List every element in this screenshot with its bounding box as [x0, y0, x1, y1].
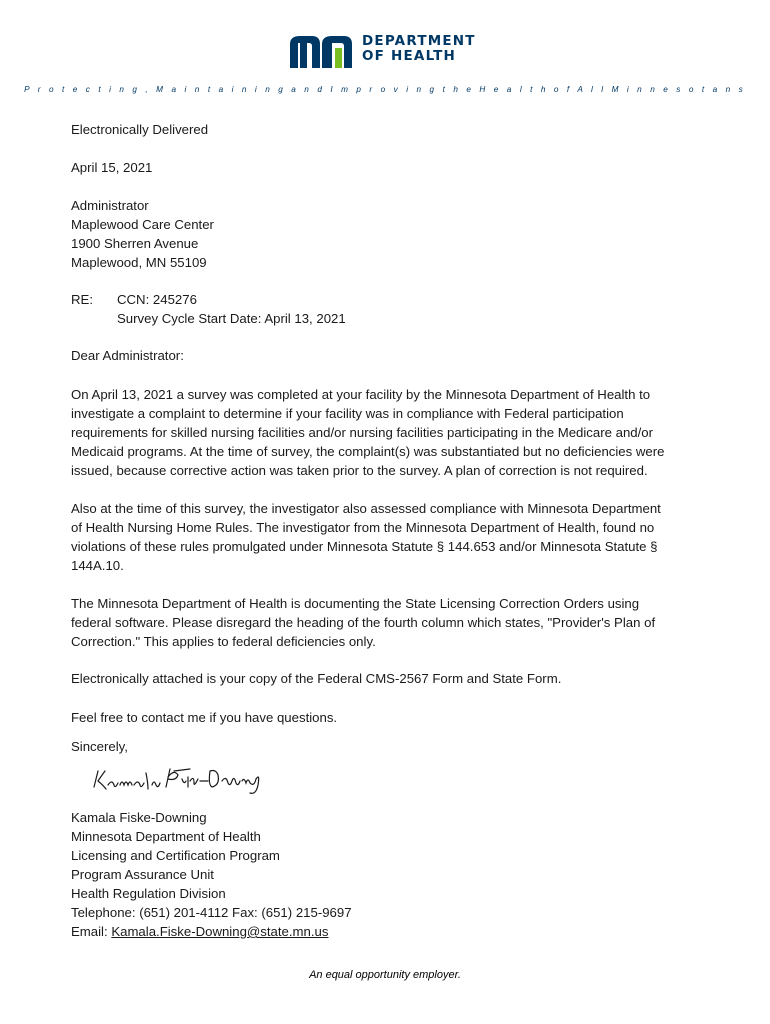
org-name	[362, 34, 476, 64]
signer-division: Health Regulation Division	[71, 886, 226, 901]
recipient-line: Administrator	[71, 198, 149, 213]
paragraph-1	[71, 385, 703, 480]
paragraph-line: federal software. Please disregard the heading of the fourth column which states, "Provider's Plan of	[71, 615, 656, 630]
handwritten-signature	[90, 765, 270, 799]
email-link[interactable]: Kamala.Fiske-Downing@state.mn.us	[111, 924, 329, 939]
signer-unit: Program Assurance Unit	[71, 867, 214, 882]
delivery-method: Electronically Delivered	[71, 122, 209, 137]
org-name-line1: DEPARTMENT	[362, 33, 476, 49]
signer-phone: Telephone: (651) 201-4112 Fax: (651) 215-9697	[71, 905, 352, 920]
email-label: Email:	[71, 924, 112, 939]
closing: Sincerely,	[71, 739, 128, 754]
letterhead	[0, 30, 770, 100]
re-label: RE:	[71, 292, 93, 307]
paragraph-line: of Health Nursing Home Rules. The investigator from the Minnesota Department of Health, found no	[71, 520, 655, 535]
footer-note: An equal opportunity employer.	[309, 969, 461, 981]
paragraph-2	[71, 499, 703, 575]
paragraph-line: issued, because corrective action was taken prior to the survey. A plan of correction is not required.	[71, 463, 648, 478]
recipient-line: Maplewood, MN 55109	[71, 255, 207, 270]
re-line: CCN: 245276	[117, 292, 197, 307]
signer-name: Kamala Fiske-Downing	[71, 810, 207, 825]
signature-block	[71, 808, 703, 941]
re-values	[117, 290, 346, 328]
salutation: Dear Administrator:	[71, 348, 184, 363]
re-line: Survey Cycle Start Date: April 13, 2021	[117, 311, 346, 326]
paragraph-line: On April 13, 2021 a survey was completed at your facility by the Minnesota Department of Health to	[71, 387, 651, 402]
paragraph-line: Also at the time of this survey, the investigator also assessed compliance with Minnesota Department	[71, 501, 661, 516]
tagline: P r o t e c t i n g , M a i n t a i n i n g a n d I m p r o v i n g t h e H e a l t h o f A l l M i n n e s o t a n s	[24, 85, 746, 94]
recipient-line: 1900 Sherren Avenue	[71, 236, 199, 251]
paragraph-line: requirements for skilled nursing facilities and/or nursing facilities participating in the Medicare and/or	[71, 425, 654, 440]
paragraph-line: violations of these rules promulgated under Minnesota Statute § 144.653 and/or Minnesota Statute §	[71, 539, 658, 554]
paragraph-5: Feel free to contact me if you have questions.	[71, 710, 338, 725]
signer-org: Minnesota Department of Health	[71, 829, 261, 844]
paragraph-line: The Minnesota Department of Health is documenting the State Licensing Correction Orders using	[71, 596, 640, 611]
recipient-address	[71, 196, 703, 272]
paragraph-line: Medicaid programs. At the time of survey, the complaint(s) was substantiated but no deficiencies were	[71, 444, 665, 459]
paragraph-line: Correction." This applies to federal deficiencies only.	[71, 634, 376, 649]
org-name-line2: OF HEALTH	[362, 48, 457, 64]
paragraph-4: Electronically attached is your copy of the Federal CMS-2567 Form and State Form.	[71, 671, 562, 686]
paragraph-line: investigate a complaint to determine if your facility was in compliance with Federal participation	[71, 406, 624, 421]
paragraph-line: 144A.10.	[71, 558, 124, 573]
signer-email-line	[71, 922, 703, 941]
signer-program: Licensing and Certification Program	[71, 848, 280, 863]
recipient-line: Maplewood Care Center	[71, 217, 214, 232]
letter-date: April 15, 2021	[71, 160, 153, 175]
paragraph-3	[71, 594, 703, 651]
